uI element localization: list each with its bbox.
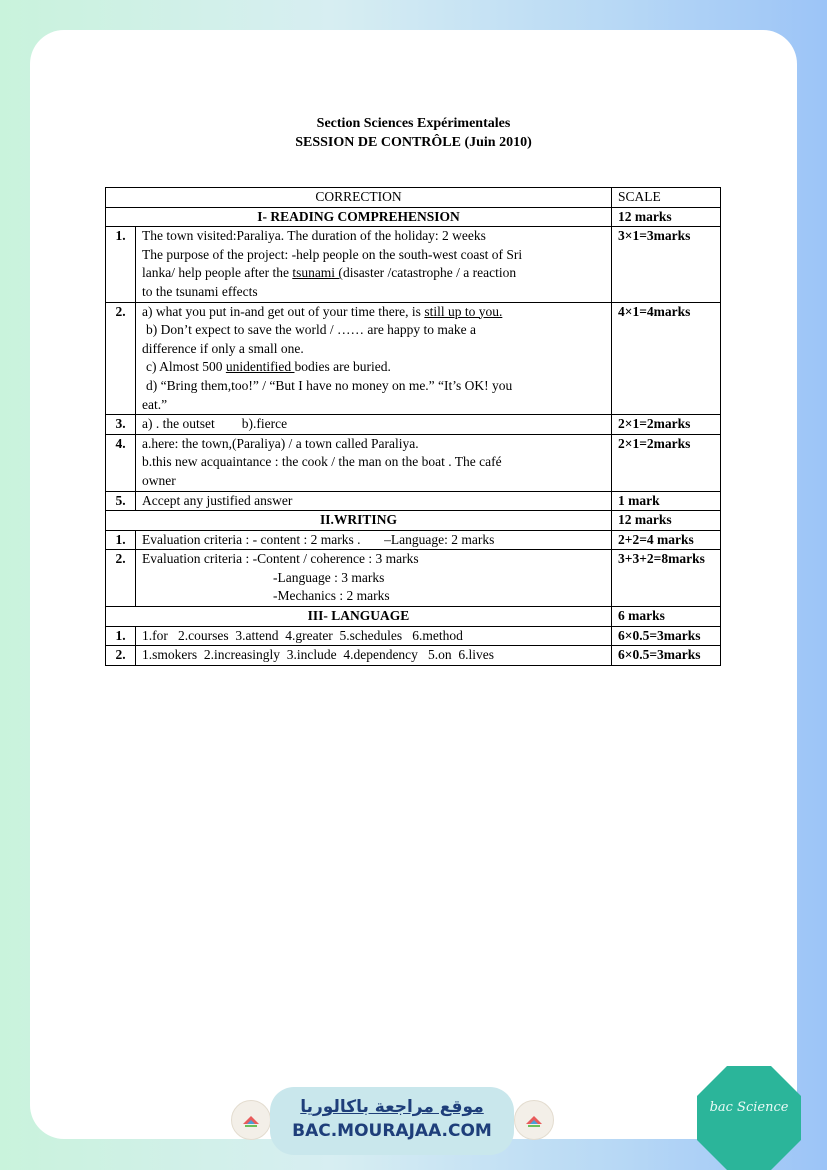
footer-banner[interactable]	[270, 1087, 514, 1155]
table-row	[106, 646, 721, 666]
answer-line: owner	[142, 472, 176, 488]
section-scale-language: 6 marks	[612, 607, 721, 627]
section-scale-writing: 12 marks	[612, 511, 721, 531]
section-title-writing: II.WRITING	[106, 511, 612, 531]
answer-line: b) Don’t expect to save the world / …… are happy to make a	[146, 322, 477, 338]
column-header-correction: CORRECTION	[106, 188, 612, 208]
question-number: 5.	[106, 491, 136, 511]
answer-line: a.here: the town,(Paraliya) / a town called Paraliya.	[142, 435, 419, 451]
question-scale: 2×1=2marks	[612, 434, 721, 491]
table-row	[106, 434, 721, 491]
table-row	[106, 302, 721, 415]
answer-text: lanka/ help people after the	[142, 265, 293, 281]
answer-line	[142, 264, 605, 283]
table-row	[106, 530, 721, 550]
question-number: 2.	[106, 302, 136, 415]
question-scale: 1 mark	[612, 491, 721, 511]
site-logo-icon	[231, 1100, 271, 1140]
document-header	[30, 114, 797, 152]
header-section-title: Section Sciences Expérimentales	[316, 116, 511, 131]
section-row-language	[106, 607, 721, 627]
answer-text: c) Almost 500	[146, 359, 226, 375]
answer-cell: Evaluation criteria : - content : 2 marks . –Language: 2 marks	[136, 530, 612, 550]
answer-line: b.this new acquaintance : the cook / the man on the boat . The café	[142, 454, 502, 470]
badge-label: bac Science	[709, 1100, 789, 1115]
answer-line: Evaluation criteria : -Content / coherence : 3 marks	[142, 551, 419, 567]
question-number: 4.	[106, 434, 136, 491]
answer-line: The town visited:Paraliya. The duration of the holiday: 2 weeks	[142, 228, 486, 244]
question-scale: 4×1=4marks	[612, 302, 721, 415]
question-number: 3.	[106, 415, 136, 435]
question-number: 1.	[106, 227, 136, 302]
footer-site-link[interactable]: BAC.MOURAJAA.COM	[292, 1121, 492, 1141]
footer-arabic-title[interactable]: موقع مراجعة باكالوريا	[300, 1097, 484, 1117]
table-row	[106, 491, 721, 511]
question-scale: 3+3+2=8marks	[612, 550, 721, 607]
answer-text: bodies are buried.	[294, 359, 391, 375]
table-row	[106, 227, 721, 302]
answer-cell	[136, 434, 612, 491]
answer-line: eat.”	[142, 396, 168, 412]
answer-line	[142, 358, 605, 377]
answer-line: d) “Bring them,too!” / “But I have no money on me.” “It’s OK! you	[146, 377, 513, 393]
question-number: 2.	[106, 550, 136, 607]
underlined-text: still up to you.	[424, 303, 503, 319]
table-header-row	[106, 188, 721, 208]
answer-cell: a) . the outset b).fierce	[136, 415, 612, 435]
bac-science-badge-icon	[697, 1066, 801, 1170]
answer-line: The purpose of the project: -help people on the south-west coast of Sri	[142, 246, 523, 262]
answer-cell	[136, 227, 612, 302]
question-scale: 2+2=4 marks	[612, 530, 721, 550]
question-scale: 2×1=2marks	[612, 415, 721, 435]
table-row	[106, 550, 721, 607]
answer-line: -Mechanics : 2 marks	[273, 588, 390, 604]
answer-text: disaster /catastrophe / a reaction	[342, 265, 517, 281]
answer-cell: 1.for 2.courses 3.attend 4.greater 5.schedules 6.method	[136, 626, 612, 646]
column-header-scale: SCALE	[612, 188, 721, 208]
document-page	[30, 30, 797, 1139]
underlined-text: unidentified	[225, 359, 295, 375]
header-session-title: SESSION DE CONTRÔLE (Juin 2010)	[295, 135, 532, 150]
answer-text: a) what you put in-and get out of your time there, is	[142, 303, 425, 319]
question-scale: 6×0.5=3marks	[612, 646, 721, 666]
answer-cell	[136, 302, 612, 415]
site-logo-icon	[514, 1100, 554, 1140]
underlined-text: tsunami (	[292, 265, 343, 281]
answer-cell	[136, 550, 612, 607]
question-scale: 3×1=3marks	[612, 227, 721, 302]
section-row-writing	[106, 511, 721, 531]
answer-cell: 1.smokers 2.increasingly 3.include 4.dependency 5.on 6.lives	[136, 646, 612, 666]
question-number: 1.	[106, 530, 136, 550]
answer-line: -Language : 3 marks	[273, 569, 385, 585]
question-scale: 6×0.5=3marks	[612, 626, 721, 646]
answer-line	[142, 303, 605, 322]
section-row-reading	[106, 207, 721, 227]
question-number: 1.	[106, 626, 136, 646]
answer-cell: Accept any justified answer	[136, 491, 612, 511]
section-title-language: III- LANGUAGE	[106, 607, 612, 627]
answer-line: to the tsunami effects	[142, 283, 258, 299]
answer-line: difference if only a small one.	[142, 340, 304, 356]
section-scale-reading: 12 marks	[612, 207, 721, 227]
question-number: 2.	[106, 646, 136, 666]
table-row	[106, 626, 721, 646]
section-title-reading: I- READING COMPREHENSION	[106, 207, 612, 227]
correction-table	[105, 187, 721, 666]
table-row	[106, 415, 721, 435]
